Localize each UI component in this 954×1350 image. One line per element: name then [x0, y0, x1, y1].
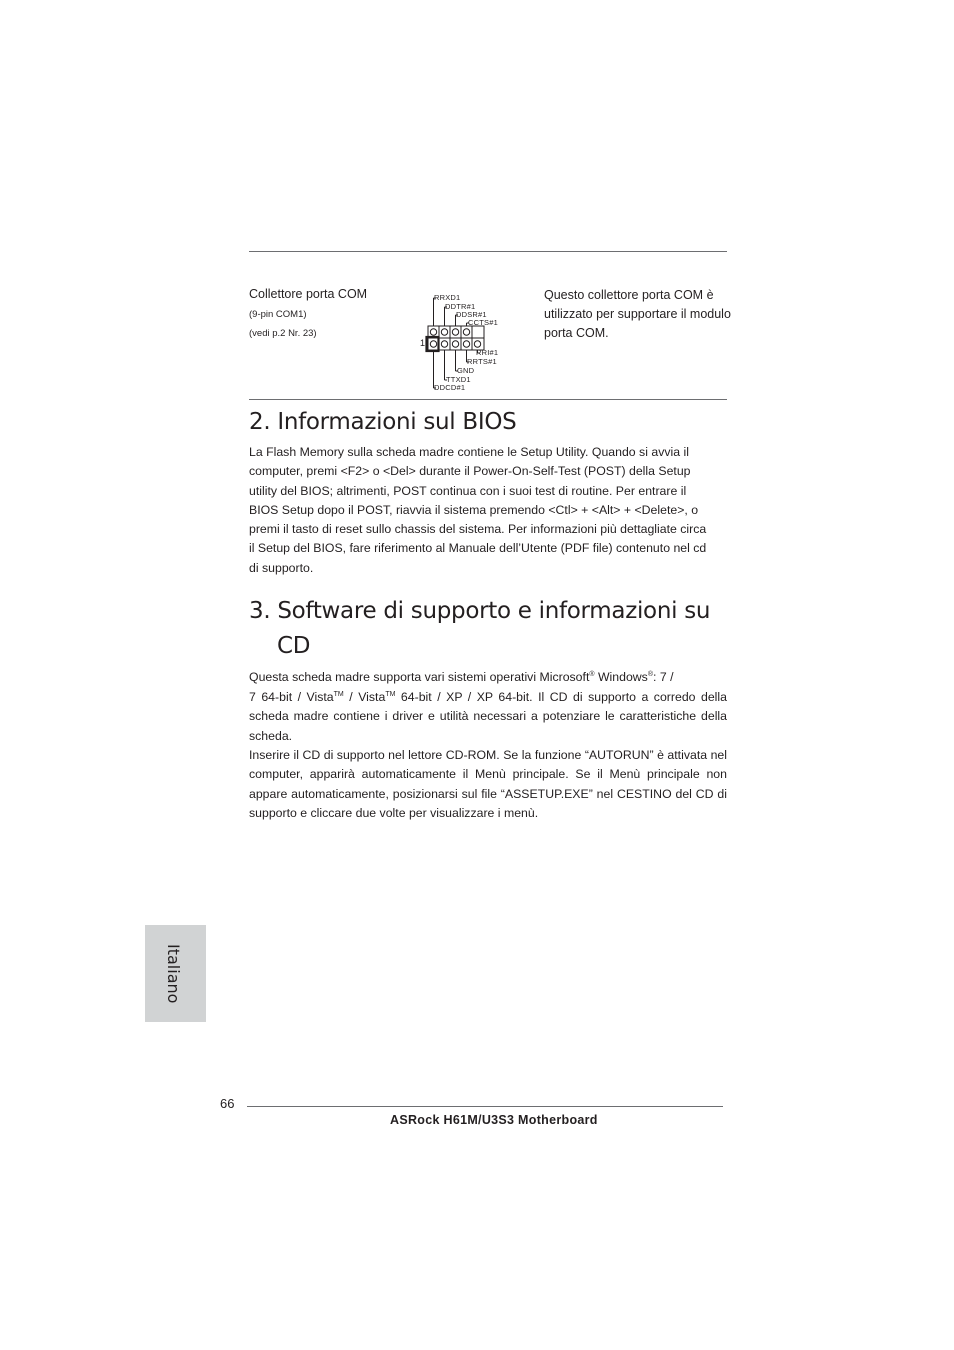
registered-mark: ®	[589, 670, 595, 678]
pin-label-ddsr1: DDSR#1	[456, 310, 487, 319]
registered-mark: ®	[647, 670, 654, 678]
com-header-subtitle-pins: (9-pin COM1)	[249, 309, 307, 320]
pin-label-rrxd1: RRXD1	[434, 293, 461, 302]
pin-label-gnd: GND	[457, 366, 475, 375]
pin-label-ddcd1: DDCD#1	[434, 383, 466, 392]
text-run: Questa scheda madre supporta vari sistemi operativi Microsoft	[249, 670, 590, 684]
footer-product-name: ASRock H61M/U3S3 Motherboard	[390, 1113, 598, 1127]
section-3-paragraph-1-first-line	[249, 668, 727, 687]
com-pin-diagram	[418, 290, 518, 395]
section-2-heading: 2. Informazioni sul BIOS	[249, 409, 517, 435]
text-run: 64-bit / XP / XP 64-bit. Il CD di supporto a corredo della scheda madre contiene i driver e utilità necessari a potenziare le caratteristiche della scheda.	[249, 690, 727, 743]
pin-label-ttxd1: TTXD1	[446, 375, 471, 384]
text-run: 7 64-bit / Vista	[249, 690, 334, 704]
pin-label-rrts1: RRTS#1	[467, 357, 497, 366]
section-2-body	[249, 443, 727, 578]
pin-label-rri1: RRI#1	[476, 348, 499, 357]
section-3-paragraph-2: Inserire il CD di supporto nel lettore CD-ROM. Se la funzione “AUTORUN” è attivata nel computer, apparirà automaticamente il Menù principale. Se il Menù principale non appare automaticamente, posizionarsi sul file “ASSETUP.EXE” nel CESTINO del CD di supporto e cliccare due volte per visualizzare i menù.	[249, 748, 727, 820]
pin-label-ddtr1: DDTR#1	[445, 302, 476, 311]
footer-rule	[247, 1106, 723, 1107]
section-2-line: BIOS Setup dopo il POST, riavvia il sistema premendo <Ctl> + <Alt> + <Delete>, o	[249, 502, 699, 517]
top-rule	[249, 251, 727, 252]
section-2-line: La Flash Memory sulla scheda madre contiene le Setup Utility. Quando si avvia il	[249, 445, 689, 459]
section-rule	[249, 399, 727, 400]
trademark-mark: TM	[333, 690, 344, 698]
section-2-line: premi il tasto di reset sullo chassis del sistema. Per informazioni più dettagliate circa	[249, 522, 707, 537]
section-3-heading: 3. Software di supporto e informazioni su	[249, 598, 711, 624]
text-run: : 7 /	[653, 670, 674, 684]
text-run: / Vista	[343, 690, 386, 704]
section-3-heading-continued: CD	[277, 633, 311, 659]
page-number: 66	[220, 1096, 235, 1111]
section-2-line: computer, premi <F2> o <Del> durante il Power-On-Self-Test (POST) della Setup	[249, 464, 691, 479]
section-2-line: il Setup del BIOS, fare riferimento al Manuale dell’Utente (PDF file) contenuto nel cd	[249, 541, 707, 556]
section-2-line: utility del BIOS; altrimenti, POST continua con i suoi test di routine. Per entrare il	[249, 483, 687, 498]
section-3-paragraph-1	[249, 688, 727, 746]
com-header-title: Collettore porta COM	[249, 287, 368, 301]
pin-label-ccts1: CCTS#1	[468, 318, 498, 327]
com-header-description: Questo collettore porta COM è utilizzato per supportare il modulo porta COM.	[544, 288, 731, 340]
com-header-subtitle-ref: (vedi p.2 Nr. 23)	[249, 328, 317, 339]
section-2-line: di supporto.	[249, 560, 314, 575]
pin-label-pin1: 1	[420, 338, 426, 348]
language-side-tab-label: Italiano	[164, 944, 183, 1004]
trademark-mark: TM	[385, 690, 396, 698]
text-run: Windows	[594, 670, 648, 684]
